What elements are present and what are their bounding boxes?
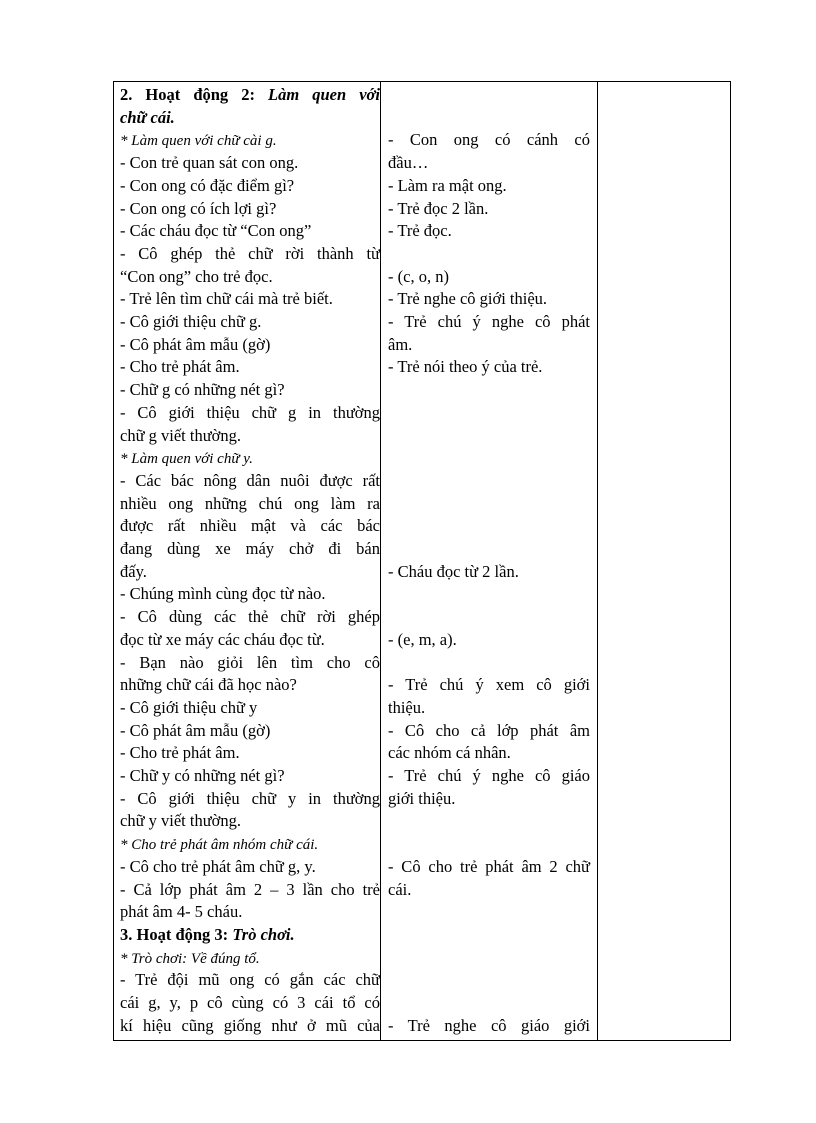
text-segment: - Cô ghép thẻ chữ rời thành từ (120, 243, 380, 263)
text-segment: - Trẻ chú ý nghe cô giáo (388, 766, 590, 785)
text-segment: - Cả lớp phát âm 2 – 3 lần cho trẻ (120, 879, 380, 899)
text-segment: cái. (388, 879, 412, 899)
text-segment: chữ cái. (120, 107, 175, 127)
text-segment: - Chữ y có những nét gì? (120, 766, 285, 785)
teacher-text-line (120, 629, 380, 651)
text-segment: - (e, m, a). (388, 629, 457, 649)
text-segment: giới thiệu. (388, 788, 456, 808)
teacher-text-line (120, 288, 380, 310)
child-text-line (388, 220, 590, 242)
text-segment: - Cháu đọc từ 2 lần. (388, 561, 519, 581)
teacher-text-line (120, 606, 380, 628)
teacher-text-line (120, 652, 380, 674)
child-text-line (388, 175, 590, 197)
text-segment: chữ y viết thường. (120, 811, 242, 831)
text-segment: - Trẻ nghe cô giới thiệu. (388, 289, 548, 309)
text-segment: nhiều ong những chú ong làm ra (120, 493, 380, 513)
text-segment: được rất nhiều mật và các bác (120, 516, 380, 536)
text-segment: - Cô giới thiệu chữ y (120, 697, 258, 717)
teacher-text-line (120, 152, 380, 174)
teacher-text-line (120, 765, 380, 787)
teacher-text-line (120, 470, 380, 492)
text-segment: 2. Hoạt động 2: (120, 85, 269, 104)
teacher-text-line (120, 266, 380, 288)
teacher-text-line (120, 129, 380, 151)
text-segment: * Cho trẻ phát âm nhóm chữ cái. (120, 837, 319, 854)
child-text-line (388, 288, 590, 310)
teacher-text-line (120, 720, 380, 742)
text-segment: - Cô dùng các thẻ chữ rời ghép (120, 607, 380, 627)
text-segment: - Cho trẻ phát âm. (120, 357, 240, 377)
child-text-line (388, 629, 590, 651)
child-text-line (388, 129, 590, 151)
teacher-text-line (120, 425, 380, 447)
activity-table (113, 81, 731, 1041)
text-segment: - Con ong có cánh có (388, 130, 590, 150)
text-segment: - Bạn nào giỏi lên tìm cho cô (120, 652, 380, 672)
teacher-text-line (120, 84, 380, 106)
text-segment: kí hiệu cũng giống như ở mũ của (120, 1015, 380, 1035)
text-segment: - Trẻ chú ý nghe cô phát (388, 312, 590, 331)
teacher-text-line (120, 879, 380, 901)
teacher-text-line (120, 697, 380, 719)
teacher-text-line (120, 969, 380, 991)
child-text-line (388, 788, 590, 810)
child-text-line (388, 356, 590, 378)
child-text-line (388, 334, 590, 356)
text-segment: - Cô cho trẻ phát âm chữ g, y. (120, 856, 316, 876)
text-segment: - Các bác nông dân nuôi được rất (120, 470, 380, 490)
teacher-text-line (120, 947, 380, 969)
text-segment: những chữ cái đã học nào? (120, 675, 297, 695)
text-segment: Làm quen với (268, 85, 380, 104)
text-segment: - Chữ g có những nét gì? (120, 380, 285, 400)
teacher-text-line (120, 243, 380, 265)
child-text-line (388, 266, 590, 288)
text-segment: - Các cháu đọc từ “Con ong” (120, 221, 312, 241)
teacher-text-line (120, 447, 380, 469)
teacher-text-line (120, 107, 380, 129)
teacher-text-line (120, 402, 380, 424)
text-segment: - Trẻ chú ý xem cô giới (388, 675, 590, 695)
child-text-line (388, 152, 590, 174)
text-segment: các nhóm cá nhân. (388, 743, 511, 763)
text-segment: - Cô cho trẻ phát âm 2 chữ (388, 856, 590, 876)
teacher-text-line (120, 788, 380, 810)
text-segment: - Cô giới thiệu chữ g. (120, 312, 262, 331)
text-segment: - Trẻ đọc. (388, 221, 452, 241)
teacher-text-line (120, 742, 380, 764)
column-divider (380, 82, 381, 1040)
text-segment: Trò chơi. (232, 924, 295, 944)
teacher-text-line (120, 379, 380, 401)
text-segment: - Cho trẻ phát âm. (120, 743, 240, 763)
teacher-text-line (120, 538, 380, 560)
teacher-text-line (120, 493, 380, 515)
text-segment: cái g, y, p cô cùng có 3 cái tổ có (120, 993, 380, 1012)
child-text-line (388, 856, 590, 878)
teacher-text-line (120, 810, 380, 832)
teacher-text-line (120, 1015, 380, 1037)
teacher-text-line (120, 198, 380, 220)
text-segment: * Làm quen với chữ cài g. (120, 133, 277, 150)
teacher-text-line (120, 901, 380, 923)
text-segment: đấy. (120, 561, 147, 581)
teacher-text-line (120, 561, 380, 583)
text-segment: - Trẻ đọc 2 lần. (388, 198, 489, 218)
text-segment: - Trẻ đội mũ ong có gắn các chữ (120, 970, 380, 990)
text-segment: - Trẻ lên tìm chữ cái mà trẻ biết. (120, 289, 333, 309)
teacher-text-line (120, 583, 380, 605)
teacher-text-line (120, 992, 380, 1014)
text-segment: đọc từ xe máy các cháu đọc từ. (120, 629, 325, 649)
text-segment: 3. Hoạt động 3: (120, 924, 233, 944)
text-segment: đầu… (388, 153, 429, 173)
teacher-text-line (120, 311, 380, 333)
child-text-line (388, 879, 590, 901)
teacher-text-line (120, 175, 380, 197)
teacher-text-line (120, 674, 380, 696)
text-segment: thiệu. (388, 697, 426, 717)
text-segment: chữ g viết thường. (120, 425, 242, 445)
teacher-text-line (120, 220, 380, 242)
child-text-line (388, 742, 590, 764)
text-segment: - Con ong có ích lợi gì? (120, 198, 277, 218)
text-segment: - Trẻ nói theo ý của trẻ. (388, 357, 543, 377)
text-segment: - Con ong có đặc điểm gì? (120, 175, 295, 195)
text-segment: * Trò chơi: Về đúng tổ. (120, 950, 260, 967)
text-segment: - Làm ra mật ong. (388, 175, 507, 195)
teacher-text-line (120, 856, 380, 878)
text-segment: “Con ong” cho trẻ đọc. (120, 266, 273, 286)
text-segment: - Cô phát âm mẫu (gờ) (120, 334, 271, 354)
teacher-text-line (120, 833, 380, 855)
child-text-line (388, 674, 590, 696)
text-segment: - (c, o, n) (388, 266, 449, 286)
child-text-line (388, 561, 590, 583)
teacher-text-line (120, 334, 380, 356)
child-text-line (388, 198, 590, 220)
child-text-line (388, 720, 590, 742)
teacher-text-line (120, 924, 380, 946)
text-segment: - Con trẻ quan sát con ong. (120, 153, 299, 173)
text-segment: - Trẻ nghe cô giáo giới (388, 1015, 590, 1035)
teacher-text-line (120, 515, 380, 537)
text-segment: - Cô giới thiệu chữ y in thường (120, 788, 380, 808)
child-text-line (388, 311, 590, 333)
text-segment: - Cô cho cả lớp phát âm (388, 720, 590, 740)
text-segment: - Cô giới thiệu chữ g in thường (120, 402, 380, 422)
teacher-text-line (120, 356, 380, 378)
text-segment: âm. (388, 334, 413, 354)
text-segment: * Làm quen với chữ y. (120, 451, 253, 468)
text-segment: phát âm 4- 5 cháu. (120, 902, 243, 922)
child-text-line (388, 697, 590, 719)
child-text-line (388, 765, 590, 787)
text-segment: đang dùng xe máy chở đi bán (120, 539, 380, 558)
column-divider (597, 82, 598, 1040)
text-segment: - Cô phát âm mẫu (gờ) (120, 720, 271, 740)
child-text-line (388, 1015, 590, 1037)
text-segment: - Chúng mình cùng đọc từ nào. (120, 584, 326, 604)
